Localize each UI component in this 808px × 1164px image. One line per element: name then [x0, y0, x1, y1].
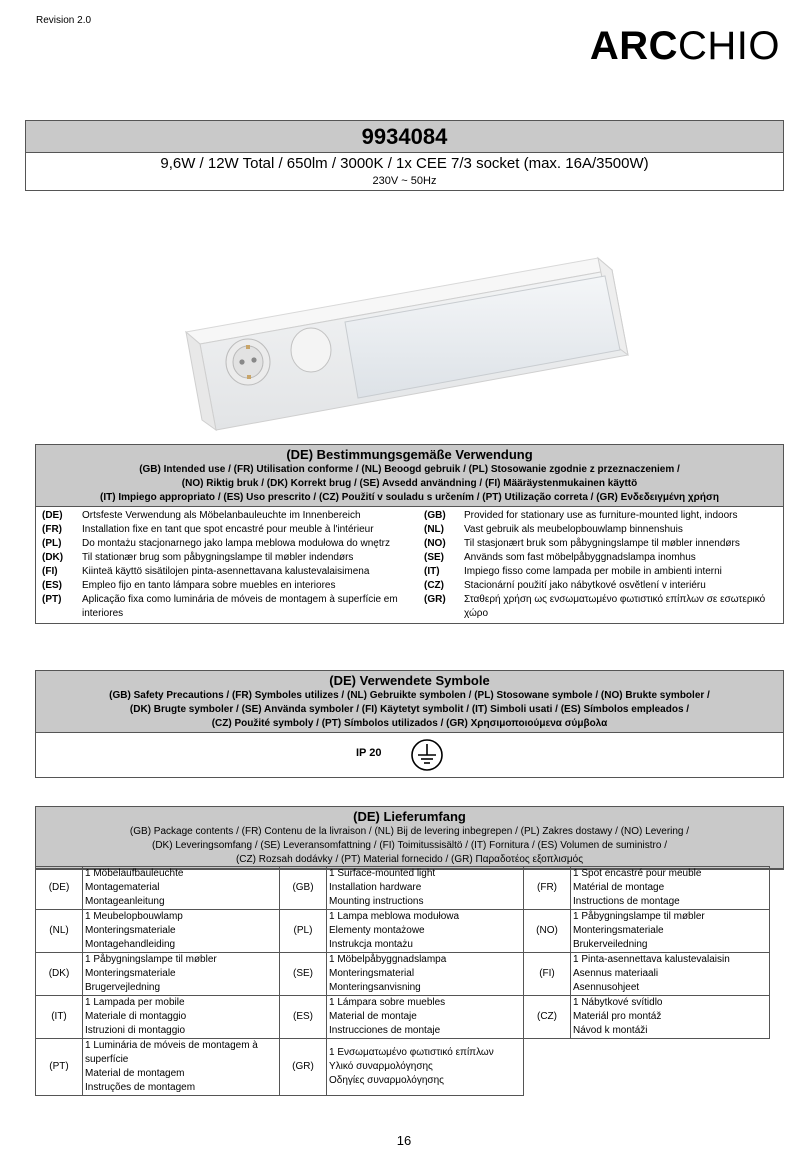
product-header	[25, 120, 784, 191]
contents-table	[35, 866, 770, 1096]
lang-code: (FI)	[524, 953, 571, 996]
contents-line: Material de montagem	[85, 1068, 185, 1079]
intended-use-subtitle-line: (IT) Impiego appropriato / (ES) Uso prescrito / (CZ) Použití v souladu s určením / (PT) Utilização correta / (GR) Ενδεδειγμένη χρήση	[100, 492, 719, 503]
use-text: Empleo fijo en tanto lámpara sobre muebles en interiores	[82, 580, 336, 591]
symbols-subtitle-line: (DK) Brugte symboler / (SE) Använda symboler / (FI) Käytetyt symbolit / (IT) Simboli usati / (ES) Símbolos empleados /	[129, 704, 690, 715]
lang-code: (DK)	[36, 953, 83, 996]
use-text: Provided for stationary use as furniture-mounted light, indoors	[464, 510, 738, 521]
contents-line: Montageanleitung	[85, 896, 165, 907]
lang-code: (ES)	[280, 996, 327, 1039]
lang-code: (NL)	[36, 910, 83, 953]
contents-line: Montagematerial	[85, 882, 160, 893]
intended-use-subtitle-line: (NO) Riktig bruk / (DK) Korrekt brug / (SE) Avsedd användning / (FI) Määräystenmukainen käyttö	[181, 478, 638, 489]
use-text: Vast gebruik als meubelopbouwlamp binnenshuis	[464, 524, 683, 535]
contents-cell	[571, 867, 770, 910]
contents-cell	[83, 867, 280, 910]
intended-use-section	[35, 444, 784, 624]
contents-line: 1 Påbygningslampe til møbler	[85, 954, 217, 965]
contents-line: Istruzioni di montaggio	[85, 1025, 186, 1036]
use-text: Stacionární použití jako nábytkové osvětlení v interiéru	[464, 580, 706, 591]
revision-label: Revision 2.0	[36, 15, 92, 26]
use-text: Impiego fisso come lampada per mobile in ambienti interni	[464, 566, 722, 577]
contents-line: Monteringsmateriale	[85, 925, 176, 936]
table-row	[36, 996, 770, 1039]
table-row	[36, 910, 770, 953]
intended-use-header	[36, 445, 783, 507]
lang-code: (NO)	[424, 538, 446, 549]
contents-subtitle-line: (GB) Package contents / (FR) Contenu de la livraison / (NL) Bij de levering inbegrepen / (PL) Zakres dostawy / (NO) Levering /	[129, 826, 690, 837]
lang-code: (CZ)	[524, 996, 571, 1039]
empty-cell	[524, 1039, 571, 1096]
lang-code: (DK)	[42, 552, 64, 563]
symbols-subtitle-line: (CZ) Použité symboly / (PT) Símbolos utilizados / (GR) Χρησιμοποιούμενα σύμβολα	[211, 718, 608, 729]
contents-cell	[327, 867, 524, 910]
contents-line: Instruções de montagem	[85, 1082, 196, 1093]
contents-line: 1 Nábytkové svítidlo	[573, 997, 663, 1008]
contents-cell	[327, 996, 524, 1039]
lang-code: (IT)	[36, 996, 83, 1039]
use-text: Används som fast möbelpåbyggnadslampa inomhus	[464, 552, 696, 563]
empty-cell	[571, 1039, 770, 1096]
lang-code: (ES)	[42, 580, 62, 591]
use-text: Ortsfeste Verwendung als Möbelanbauleuchte im Innenbereich	[82, 510, 361, 521]
contents-line: 1 Surface-mounted light	[329, 868, 436, 879]
symbols-header	[36, 671, 783, 733]
contents-line: 1 Ενσωματωμένο φωτιστικό επίπλων	[329, 1047, 494, 1058]
use-text: Installation fixe en tant que spot encastré pour meuble à l'intérieur	[82, 524, 374, 535]
lang-code: (FR)	[524, 867, 571, 910]
contents-line: Asennusohjeet	[573, 982, 640, 993]
contents-line: Montagehandleiding	[85, 939, 176, 950]
lang-code: (GB)	[424, 510, 446, 521]
contents-header	[36, 807, 783, 869]
contents-line: Matérial de montage	[573, 882, 665, 893]
symbols-subtitle	[36, 689, 783, 732]
page-number: 16	[396, 1133, 412, 1148]
use-text: Kiinteä käyttö sisätilojen pinta-asennettavana kalustevalaisimena	[82, 566, 370, 577]
lang-code: (IT)	[424, 566, 440, 577]
intended-use-title: (DE) Bestimmungsgemäße Verwendung	[286, 447, 533, 462]
lang-code: (DE)	[36, 867, 83, 910]
model-number: 9934084	[26, 121, 783, 153]
contents-cell	[327, 910, 524, 953]
table-row	[36, 867, 770, 910]
lang-code: (DE)	[42, 510, 63, 521]
intended-use-subtitle	[36, 463, 783, 506]
lang-code: (NO)	[524, 910, 571, 953]
lang-code: (NL)	[424, 524, 444, 535]
contents-line: Monteringsmateriale	[573, 925, 664, 936]
contents-cell	[83, 953, 280, 996]
contents-line: Materiale di montaggio	[85, 1011, 187, 1022]
lang-code: (PT)	[42, 594, 62, 605]
contents-subtitle-line: (CZ) Rozsah dodávky / (PT) Material fornecido / (GR) Παραδοτέος εξοπλισμός	[235, 854, 584, 865]
contents-line: 1 Meubelopbouwlamp	[85, 911, 183, 922]
contents-cell	[571, 910, 770, 953]
product-spec: 9,6W / 12W Total / 650lm / 3000K / 1x CEE 7/3 socket (max. 16A/3500W)	[160, 155, 649, 172]
protective-earth-icon	[410, 738, 444, 772]
ip-rating: IP 20	[356, 747, 382, 759]
lang-code: (SE)	[424, 552, 444, 563]
contents-line: Material de montaje	[329, 1011, 417, 1022]
contents-line: 1 Pinta-asennettava kalustevalaisin	[573, 954, 730, 965]
lang-code: (PL)	[280, 910, 327, 953]
intended-use-list	[36, 507, 783, 623]
lang-code: (CZ)	[424, 580, 444, 591]
lang-code: (PT)	[36, 1039, 83, 1096]
lang-code: (FI)	[42, 566, 58, 577]
table-row	[36, 953, 770, 996]
contents-subtitle	[36, 825, 783, 868]
contents-line: Elementy montażowe	[329, 925, 425, 936]
contents-line: Návod k montáži	[573, 1025, 648, 1036]
contents-title: (DE) Lieferumfang	[353, 809, 466, 824]
lang-code: (GR)	[280, 1039, 327, 1096]
contents-line: 1 Luminária de móveis de montagem à superfície	[85, 1040, 258, 1065]
contents-line: Instrukcja montażu	[329, 939, 413, 950]
contents-line: Monteringsmateriale	[85, 968, 176, 979]
contents-cell	[571, 996, 770, 1039]
contents-cell	[83, 1039, 280, 1096]
contents-cell	[327, 953, 524, 996]
lang-code: (PL)	[42, 538, 62, 549]
use-text: Do montażu stacjonarnego jako lampa meblowa modułowa do wnętrz	[82, 538, 390, 549]
contents-section	[35, 806, 784, 870]
use-text: Til stationær brug som påbygningslampe til møbler indendørs	[82, 552, 354, 563]
contents-line: Installation hardware	[329, 882, 422, 893]
contents-line: 1 Påbygningslampe til møbler	[573, 911, 705, 922]
product-voltage: 230V ~ 50Hz	[372, 175, 437, 187]
contents-line: Monteringsmaterial	[329, 968, 415, 979]
contents-cell	[571, 953, 770, 996]
contents-line: Οδηγίες συναρμολόγησης	[329, 1075, 444, 1086]
lang-code: (GB)	[280, 867, 327, 910]
contents-line: 1 Lámpara sobre muebles	[329, 997, 446, 1008]
contents-line: 1 Möbelaufbauleuchte	[85, 868, 184, 879]
brand-logo-part1: ARC	[589, 24, 678, 68]
contents-line: 1 Lampada per mobile	[85, 997, 185, 1008]
contents-line: Brugervejledning	[85, 982, 161, 993]
product-image	[180, 250, 630, 440]
contents-line: 1 Möbelpåbyggnadslampa	[329, 954, 447, 965]
brand-logo	[590, 26, 780, 66]
lang-code: (GR)	[424, 594, 446, 605]
contents-line: 1 Lampa meblowa modułowa	[329, 911, 460, 922]
contents-line: Materiál pro montáž	[573, 1011, 662, 1022]
contents-subtitle-line: (DK) Leveringsomfang / (SE) Leveransomfattning / (FI) Toimitussisältö / (IT) Fornitura / (ES) Volumen de suministro /	[152, 840, 667, 851]
contents-line: Brukerveiledning	[573, 939, 648, 950]
contents-line: Monteringsanvisning	[329, 982, 421, 993]
contents-cell	[83, 910, 280, 953]
use-text: Aplicação fixa como luminária de móveis de montagem à superfície em interiores	[82, 594, 398, 619]
contents-line: Mounting instructions	[329, 896, 424, 907]
contents-line: Instructions de montage	[573, 896, 680, 907]
lang-code: (FR)	[42, 524, 62, 535]
symbols-subtitle-line: (GB) Safety Precautions / (FR) Symboles utilizes / (NL) Gebruikte symbolen / (PL) Stosowane symbole / (NO) Brukte symboler /	[109, 690, 710, 701]
contents-cell	[83, 996, 280, 1039]
intended-use-subtitle-line: (GB) Intended use / (FR) Utilisation conforme / (NL) Beoogd gebruik / (PL) Stosowanie zgodnie z przeznaczeniem /	[139, 464, 680, 475]
use-text: Σταθερή χρήση ως ενσωματωμένο φωτιστικό επίπλων σε εσωτερικό χώρο	[464, 594, 766, 619]
symbols-section	[35, 670, 784, 778]
use-text: Til stasjonært bruk som påbygningslampe til møbler innendørs	[464, 538, 740, 549]
contents-line: Υλικό συναρμολόγησης	[329, 1061, 433, 1072]
contents-line: 1 Spot encastré pour meuble	[573, 868, 702, 879]
symbols-row	[36, 733, 783, 777]
contents-cell	[327, 1039, 524, 1096]
contents-line: Instrucciones de montaje	[329, 1025, 441, 1036]
symbols-title: (DE) Verwendete Symbole	[329, 673, 490, 688]
lang-code: (SE)	[280, 953, 327, 996]
brand-logo-part2: CHIO	[678, 24, 780, 68]
table-row	[36, 1039, 770, 1096]
contents-line: Asennus materiaali	[573, 968, 659, 979]
